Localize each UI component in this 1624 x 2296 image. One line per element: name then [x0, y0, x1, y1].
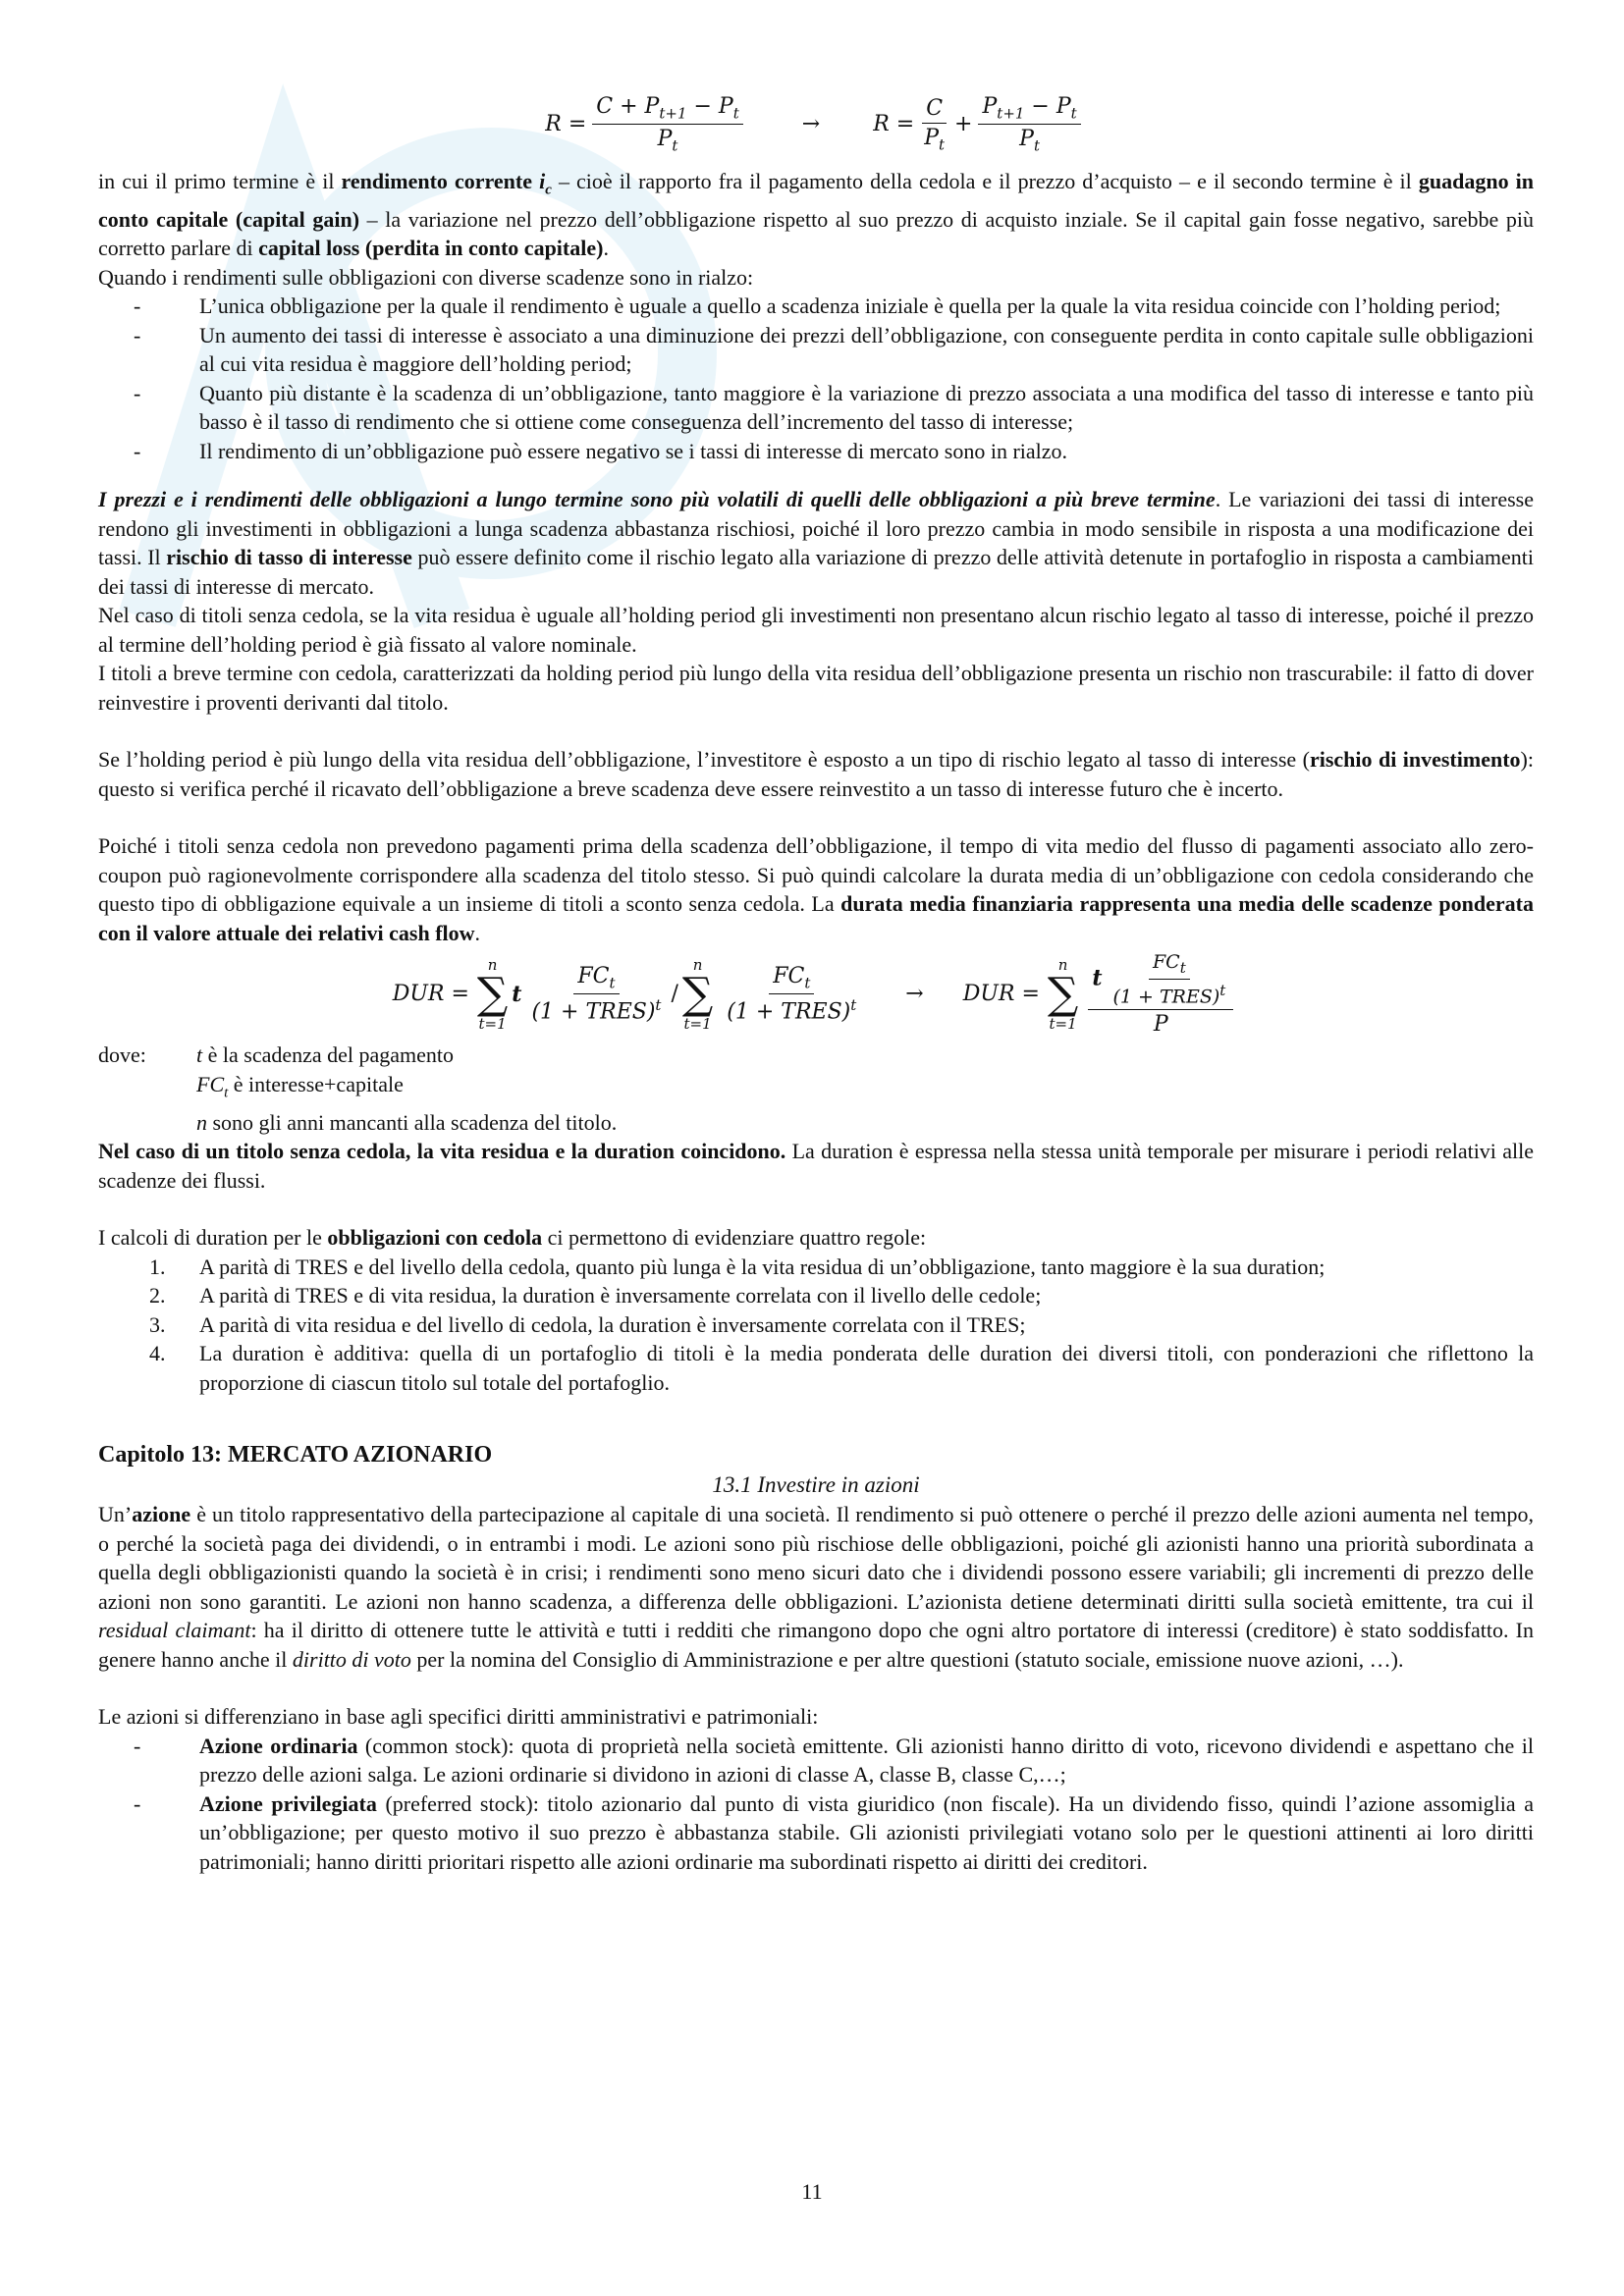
eq2-fraction-2: $\frac{FC_t}{(1 + TRES)^t}$ — [727, 963, 857, 1025]
rising-rates-intro: Quando i rendimenti sulle obbligazioni con diverse scadenze sono in rialzo: — [98, 264, 754, 290]
intro-paragraph: in cui il primo termine è il rendimento corrente $i_c$ – cioè il rapporto fra il pagamento della cedola e il prezzo d’acquisto – e il secondo termine è il guadagno in conto capitale (capital gain) – la variazione nel prezzo dell’obbligazione rispetto al suo prezzo di acquisto inziale. Se il capital gain fosse negativo, sarebbe più corretto parlare di capital loss (perdita in conto capitale). — [98, 168, 1535, 261]
eq1-right-fraction-2: $\frac{P_{t+1} - P_t}{P_t}$ — [978, 94, 1080, 155]
diritti-intro: Le azioni si differenziano in base agli specifici diritti amministrativi e patrimoniali: — [98, 1704, 819, 1730]
azione-paragraph: Un’azione è un titolo rappresentativo della partecipazione al capitale di una società. Il rendimento si può ottenere o perché il prezzo delle azioni aumenta nel tempo, o perché la società paga dei dividendi, o in entrambi i modi. Le azioni sono più rischiose delle obbligazioni, poiché gli azionisti hanno una priorità subordinata a quella degli obbligazionisti quando la società è in crisi; i rendimenti sono meno sicuri dato che i dividendi possono essere variabili; gli incrementi di prezzo delle azioni non sono garantiti. Le azioni non hanno scadenza, a differenza delle obbligazioni. L’azionista detiene determinati diritti sulla società emittente, tra cui il residual claimant: ha il diritto di ottenere tutte le attività e tutti i redditi che rimangono dopo che ogni altro portatore di interessi (creditore) è stato soddisfatto. In genere hanno anche il diritto di voto per la nomina del Consiglio di Amministrazione e per altre questioni (statuto sociale, emissione nuove azioni, …). — [98, 1502, 1534, 1672]
reinvestment-paragraph: Se l’holding period è più lungo della vita residua dell’obbligazione, l’investitore è esposto a un tipo di rischio legato al tasso di interesse (rischio di investimento): questo si verifica perché il ricavato dell’obbligazione a breve scadenza deve essere reinvestito a un tasso di interesse futuro che è incerto. — [98, 747, 1534, 801]
duration-paragraph: Poiché i titoli senza cedola non prevedono pagamenti prima della scadenza dell’obbligazione, il tempo di vita medio del flusso di pagamenti associato allo zero-coupon può ragionevolmente corrispondere alla scadenza del titolo stesso. Si può quindi calcolare la durata media di un’obbligazione con cedola considerando che questo tipo di obbligazione equivale a un insieme di titoli a sconto senza cedola. La durata media finanziaria rappresenta una media delle scadenze ponderata con il valore attuale dei relativi cash flow. — [98, 833, 1534, 945]
section-title: 13.1 Investire in azioni — [712, 1472, 920, 1498]
duration-equation: DUR = n ∑ t=1 t $\frac{FC_t}{(1 + TRES)^t}$ / n ∑ t=1 $\frac{FC_t}{(1 + TRES)^t}$ → DUR = n ∑ t=1 t $\frac{FC_t}{(1 + TRES)^t}$ P — [98, 951, 1534, 1037]
eq2-sum-2: n ∑ t=1 — [681, 955, 714, 1033]
short-term-paragraph: I titoli a breve termine con cedola, caratterizzati da holding period più lungo della vita residua dell’obbligazione presenta un rischio non trascurabile: il fatto di dover reinvestire i proventi derivanti dal titolo. — [98, 661, 1534, 715]
eq1-left-r: R = — [545, 112, 587, 137]
zero-coupon-paragraph: Nel caso di titoli senza cedola, se la vita residua è uguale all’holding period gli investimenti non presentano alcun rischio legato al tasso di interesse, poiché il prezzo al termine dell’holding period è già fissato al valore nominale. — [98, 603, 1534, 657]
eq1-arrow: → — [801, 112, 821, 137]
eq1-right-fraction-1: $\frac{C}{P_t}$ — [924, 95, 946, 154]
list-item: - Quanto più distante è la scadenza di un’obbligazione, tanto maggiore è la variazione di prezzo associata a una modifica del tasso di interesse e tanto più basso è il tasso di rendimento che si ottiene come conseguenza dell’incremento del tasso di interesse; — [134, 380, 1534, 435]
return-equation — [98, 94, 1534, 155]
duration-rules-list — [98, 1253, 1534, 1398]
list-item: 1. A parità di TRES e del livello della cedola, quanto più lunga è la vita residua di un’obbligazione, tanto maggiore è la sua duration; — [149, 1254, 1326, 1279]
eq2-sum-1: n ∑ t=1 — [476, 955, 509, 1033]
definitions: dove: t è la scadenza del pagamento $FC_t$ è interesse+capitale n sono gli anni mancanti alla scadenza del titolo. — [98, 1042, 618, 1135]
list-item: - Azione privilegiata (preferred stock): titolo azionario dal punto di vista giuridico (non fiscale). Ha un dividendo fisso, quindi l’azione assomiglia a un’obbligazione; per questo motivo il suo prezzo è abbastanza stabile. Gli azionisti privilegiati votano solo per le questioni attinenti ai loro diritti patrimoniali; hanno diritti prioritari rispetto alle azioni ordinarie ma subordinati rispetto ai diritti dei creditori. — [134, 1790, 1534, 1874]
eq2-fraction-1: $\frac{FC_t}{(1 + TRES)^t}$ — [531, 963, 662, 1025]
eq1-right-r: R = — [873, 112, 915, 137]
zero-coupon-duration-paragraph: Nel caso di un titolo senza cedola, la vita residua e la duration coincidono. La duration è espressa nella stessa unità temporale per misurare i periodi relativi alle scadenze dei flussi. — [98, 1139, 1535, 1193]
list-item: 4. La duration è additiva: quella di un portafoglio di titoli è la media ponderata delle duration dei diversi titoli, con ponderazioni che riflettono la proporzione di ciascun titolo sul totale del portafoglio. — [149, 1341, 1534, 1395]
chapter-title: Capitolo 13: MERCATO AZIONARIO — [98, 1442, 493, 1468]
list-item: - L’unica obbligazione per la quale il rendimento è uguale a quello a scadenza iniziale è quella per la quale la vita residua coincide con l’holding period; — [134, 294, 1501, 319]
document-page — [98, 94, 1534, 1876]
list-item: 2. A parità di TRES e di vita residua, la duration è inversamente correlata con il livello delle cedole; — [149, 1283, 1042, 1308]
eq2-arrow: → — [905, 982, 924, 1007]
eq1-plus: + — [954, 112, 973, 137]
stock-types-list — [98, 1732, 1534, 1877]
list-item: - Il rendimento di un’obbligazione può essere negativo se i tassi di interesse di mercato sono in rialzo. — [134, 438, 1068, 463]
eq1-left-fraction: $\frac{C + P_{t+1} - P_t}{P_t}$ — [592, 94, 742, 155]
eq2-fraction-3: t $\frac{FC_t}{(1 + TRES)^t}$ P — [1088, 951, 1233, 1037]
volatility-paragraph: I prezzi e i rendimenti delle obbligazioni a lungo termine sono più volatili di quelli delle obbligazioni a più breve termine. Le variazioni dei tassi di interesse rendono gli investimenti in obbligazioni a lunga scadenza abbastanza rischiosi, poiché il loro prezzo cambia in modo sensibile in risposta a una modificazione dei tassi. Il rischio di tasso di interesse può essere definito come il rischio legato alla variazione di prezzo delle attività detenute in portafoglio in risposta a cambiamenti dei tassi di interesse di mercato. — [98, 487, 1535, 599]
list-item: 3. A parità di vita residua e del livello di cedola, la duration è inversamente correlata con il TRES; — [149, 1311, 1026, 1337]
rules-intro: I calcoli di duration per le obbligazioni con cedola ci permettono di evidenziare quattro regole: — [98, 1225, 927, 1251]
list-item: - Un aumento dei tassi di interesse è associato a una diminuzione dei prezzi dell’obbligazione, con conseguente perdita in conto capitale sulle obbligazioni al cui vita residua è maggiore dell’holding period; — [134, 322, 1534, 377]
page-number: 11 — [801, 2179, 823, 2204]
rising-rates-list — [98, 292, 1534, 465]
eq2-dur: DUR = — [392, 982, 469, 1007]
eq2-sum-3: n ∑ t=1 — [1047, 955, 1079, 1033]
list-item: - Azione ordinaria (common stock): quota di proprietà nella società emittente. Gli azionisti hanno diritto di voto, ricevono dividendi e aspettano che il prezzo delle azioni salga. Le azioni ordinarie si dividono in azioni di classe A, classe B, classe C,…; — [134, 1733, 1534, 1788]
